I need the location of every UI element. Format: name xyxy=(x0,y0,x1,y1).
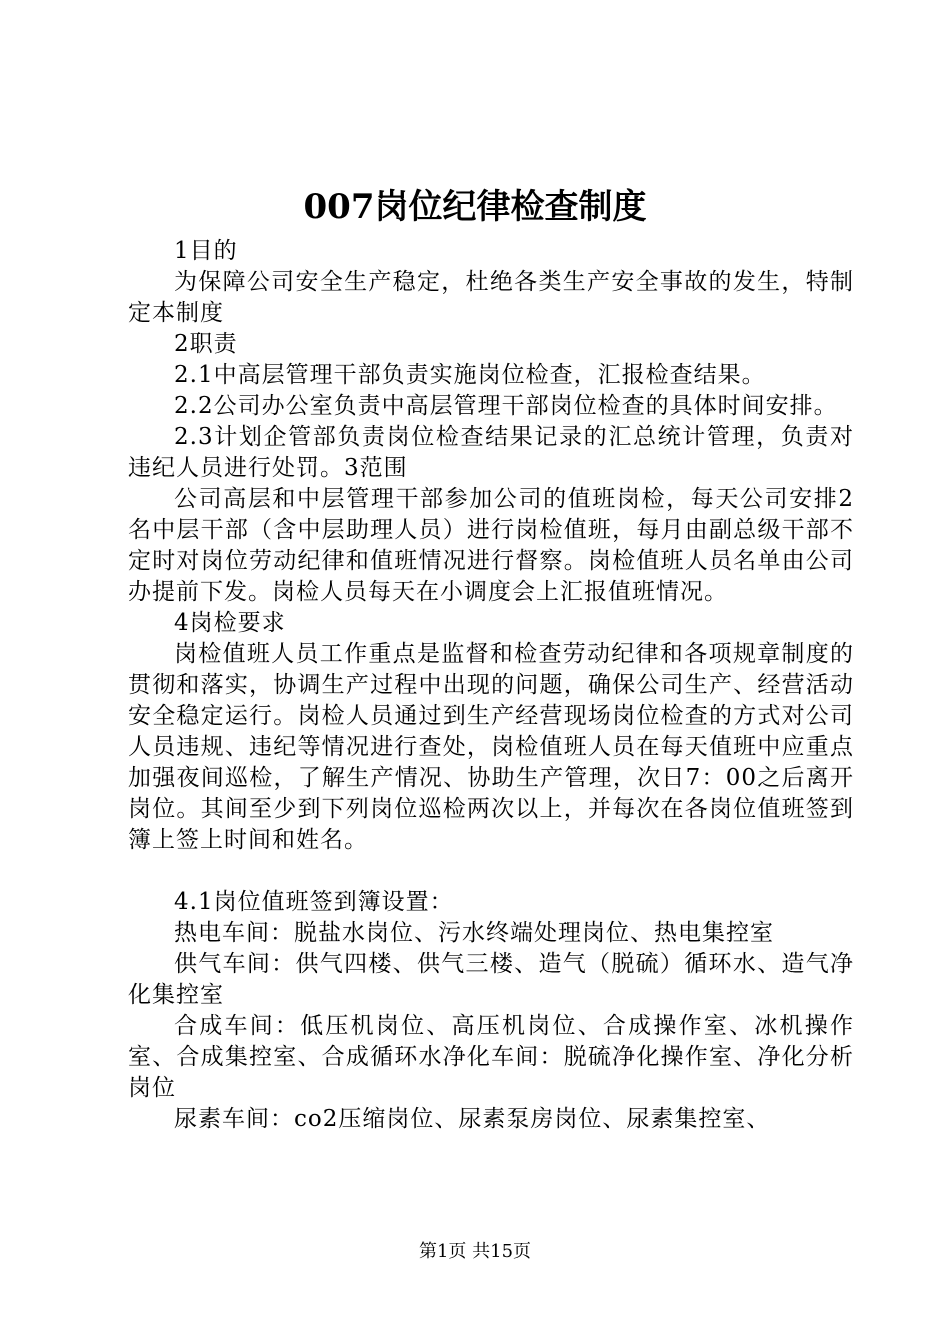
page-title: 007岗位纪律检查制度 xyxy=(303,187,647,227)
paragraph-signin-setup: 4.1岗位值班签到簿设置： xyxy=(174,889,454,915)
paragraph-duty-2-1: 2.1中高层管理干部负责实施岗位检查，汇报检查结果。 xyxy=(174,362,766,388)
paragraph-scope: 公司高层和中层管理干部参加公司的值班岗检，每天公司安排2名中层干部（含中层助理人员）进行岗检值班，每月由副总级干部不定时对岗位劳动纪律和值班情况进行督察。岗检值班人员名单由公司办提前下发。岗检人员每天在小调度会上汇报值班情况。 xyxy=(128,486,854,605)
paragraph-purpose: 为保障公司安全生产稳定，杜绝各类生产安全事故的发生，特制定本制度 xyxy=(128,269,854,326)
paragraph-duty-2-2: 2.2公司办公室负责中高层管理干部岗位检查的具体时间安排。 xyxy=(174,393,838,419)
section-heading-requirements: 4岗检要求 xyxy=(174,610,286,636)
paragraph-gas-workshop: 供气车间：供气四楼、供气三楼、造气（脱硫）循环水、造气净化集控室 xyxy=(128,951,854,1008)
section-heading-duties: 2职责 xyxy=(174,331,238,357)
document-body xyxy=(128,236,854,1135)
paragraph-thermal-workshop: 热电车间：脱盐水岗位、污水终端处理岗位、热电集控室 xyxy=(174,920,774,946)
paragraph-synthesis-workshop: 合成车间：低压机岗位、高压机岗位、合成操作室、冰机操作室、合成集控室、合成循环水净化车间：脱硫净化操作室、净化分析岗位 xyxy=(128,1013,854,1101)
paragraph-requirements: 岗检值班人员工作重点是监督和检查劳动纪律和各项规章制度的贯彻和落实，协调生产过程中出现的问题，确保公司生产、经营活动安全稳定运行。岗检人员通过到生产经营现场岗位检查的方式对公司人员违规、违纪等情况进行查处，岗检值班人员在每天值班中应重点加强夜间巡检，了解生产情况、协助生产管理，次日7：00之后离开岗位。其间至少到下列岗位巡检两次以上，并每次在各岗位值班签到簿上签上时间和姓名。 xyxy=(128,641,854,853)
paragraph-duty-2-3: 2.3计划企管部负责岗位检查结果记录的汇总统计管理，负责对违纪人员进行处罚。3范围 xyxy=(128,424,854,481)
paragraph-urea-workshop: 尿素车间：co2压缩岗位、尿素泵房岗位、尿素集控室、 xyxy=(174,1106,771,1132)
section-heading-purpose: 1目的 xyxy=(174,238,238,264)
page-number: 第1页 共15页 xyxy=(418,1241,532,1262)
